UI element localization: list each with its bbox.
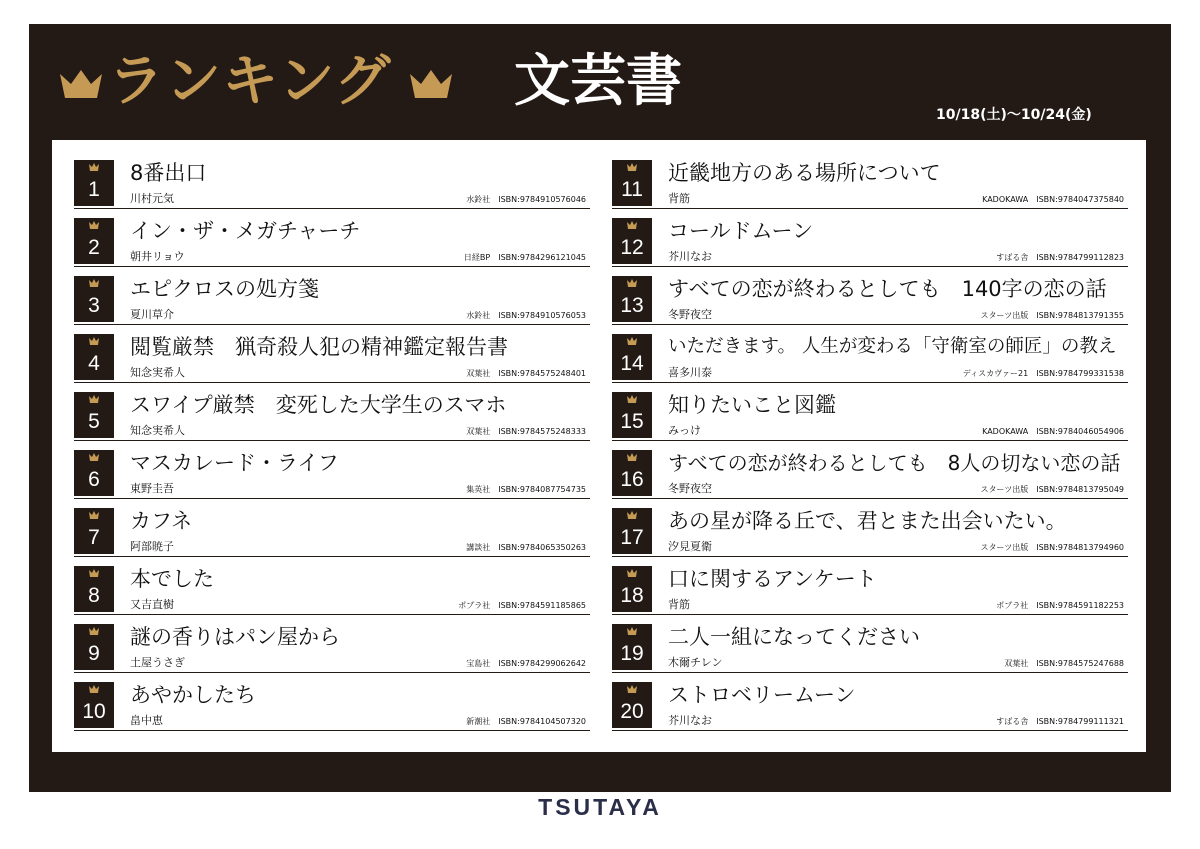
book-title: あやかしたち: [130, 683, 256, 707]
book-author: 背筋: [668, 192, 690, 205]
publisher-isbn: [973, 310, 1124, 321]
ranking-entry: [74, 216, 590, 274]
book-title: すべての恋が終わるとしても 140字の恋の話: [668, 277, 1107, 301]
entry-divider: [74, 324, 590, 325]
rank-number: 13: [620, 294, 644, 317]
publisher-isbn: [955, 368, 1124, 379]
rank-badge: [74, 334, 114, 380]
rank-number: 14: [620, 352, 644, 375]
crown-icon: [408, 68, 454, 102]
ranking-entry: [74, 622, 590, 680]
book-author: 木爾チレン: [668, 656, 723, 669]
crown-icon: [89, 685, 99, 693]
entry-divider: [74, 208, 590, 209]
rank-badge: [612, 276, 652, 322]
crown-icon: [89, 221, 99, 229]
book-isbn: ISBN:9784910576046: [498, 195, 586, 204]
rank-badge: [612, 624, 652, 670]
rank-number: 4: [88, 352, 100, 375]
book-title: あの星が降る丘で、君とまた出会いたい。: [668, 509, 1067, 533]
entry-divider: [74, 498, 590, 499]
book-publisher: 日経BP: [463, 253, 491, 262]
crown-icon: [89, 511, 99, 519]
entry-divider: [74, 730, 590, 731]
book-title: エピクロスの処方箋: [130, 277, 319, 301]
crown-icon: [89, 163, 99, 171]
book-publisher: スターツ出版: [980, 311, 1029, 320]
rank-badge: [74, 276, 114, 322]
book-isbn: ISBN:9784104507320: [498, 717, 586, 726]
rank-number: 16: [620, 468, 644, 491]
rank-badge: [612, 334, 652, 380]
rank-badge: [74, 508, 114, 554]
entry-divider: [612, 556, 1128, 557]
ranking-entry: [74, 680, 590, 738]
entry-divider: [612, 498, 1128, 499]
publisher-isbn: [973, 542, 1124, 553]
book-title: 二人一組になってください: [668, 625, 920, 649]
publisher-isbn: [458, 716, 586, 727]
book-author: 汐見夏衛: [668, 540, 712, 553]
rank-number: 19: [620, 642, 644, 665]
entry-divider: [612, 614, 1128, 615]
crown-icon: [58, 68, 104, 102]
book-publisher: 水鈴社: [466, 195, 491, 204]
publisher-isbn: [988, 252, 1124, 263]
book-author: 川村元気: [130, 192, 174, 205]
rank-badge: [74, 624, 114, 670]
rank-number: 8: [88, 584, 100, 607]
book-title: 謎の香りはパン屋から: [130, 625, 340, 649]
entry-divider: [612, 440, 1128, 441]
book-title: 口に関するアンケート: [668, 567, 877, 591]
rank-badge: [74, 218, 114, 264]
publisher-isbn: [458, 368, 586, 379]
book-isbn: ISBN:9784299062642: [498, 659, 586, 668]
entry-divider: [612, 208, 1128, 209]
book-author: 土屋うさぎ: [130, 656, 185, 669]
rank-badge: [612, 450, 652, 496]
crown-icon: [627, 163, 637, 171]
book-title: いただきます。 人生が変わる「守衛室の師匠」の教え: [668, 336, 1117, 357]
crown-icon: [627, 221, 637, 229]
publisher-isbn: [458, 542, 586, 553]
rank-badge: [612, 682, 652, 728]
ranking-entry: [612, 506, 1128, 564]
book-title: 閲覧厳禁 猟奇殺人犯の精神鑑定報告書: [130, 335, 508, 359]
crown-icon: [627, 337, 637, 345]
book-author: 知念実希人: [130, 366, 185, 379]
publisher-isbn: [996, 658, 1124, 669]
book-isbn: ISBN:9784813795049: [1036, 485, 1124, 494]
entry-divider: [612, 324, 1128, 325]
ranking-entry: [74, 390, 590, 448]
book-publisher: すばる舎: [996, 717, 1029, 726]
publisher-isbn: [458, 194, 586, 205]
publisher-isbn: [973, 484, 1124, 495]
book-title: イン・ザ・メガチャーチ: [130, 219, 361, 243]
rank-number: 6: [88, 468, 100, 491]
book-title: カフネ: [130, 509, 193, 533]
publisher-isbn: [988, 600, 1124, 611]
publisher-isbn: [458, 658, 586, 669]
book-isbn: ISBN:9784047375840: [1036, 195, 1124, 204]
rank-number: 20: [620, 700, 644, 723]
publisher-isbn: [450, 600, 586, 611]
book-isbn: ISBN:9784296121045: [498, 253, 586, 262]
rank-badge: [612, 160, 652, 206]
ranking-period: 10/18(土)～10/24(金): [936, 107, 1092, 123]
ranking-entry: [74, 506, 590, 564]
book-isbn: ISBN:9784910576053: [498, 311, 586, 320]
book-author: 朝井リョウ: [130, 250, 185, 263]
book-isbn: ISBN:9784575247688: [1036, 659, 1124, 668]
rank-number: 1: [88, 178, 100, 201]
crown-icon: [627, 627, 637, 635]
crown-icon: [627, 453, 637, 461]
crown-icon: [89, 395, 99, 403]
entry-divider: [612, 266, 1128, 267]
book-isbn: ISBN:9784799111321: [1036, 717, 1124, 726]
rank-number: 9: [88, 642, 100, 665]
rank-number: 17: [620, 526, 644, 549]
rank-badge: [74, 450, 114, 496]
rank-badge: [612, 218, 652, 264]
crown-icon: [627, 569, 637, 577]
book-author: 冬野夜空: [668, 482, 712, 495]
book-publisher: 双葉社: [466, 427, 491, 436]
rank-number: 5: [88, 410, 100, 433]
book-title: スワイプ厳禁 変死した大学生のスマホ: [130, 393, 507, 417]
rank-badge: [74, 566, 114, 612]
book-author: 冬野夜空: [668, 308, 712, 321]
book-publisher: ポプラ社: [996, 601, 1029, 610]
book-publisher: 講談社: [466, 543, 491, 552]
ranking-entry: [612, 390, 1128, 448]
category-title: 文芸書: [514, 49, 682, 114]
publisher-isbn: [988, 716, 1124, 727]
book-publisher: スターツ出版: [980, 543, 1029, 552]
book-publisher: ポプラ社: [458, 601, 491, 610]
book-publisher: 水鈴社: [466, 311, 491, 320]
publisher-isbn: [458, 426, 586, 437]
rank-badge: [612, 508, 652, 554]
ranking-entry: [74, 274, 590, 332]
entry-divider: [74, 556, 590, 557]
entry-divider: [612, 672, 1128, 673]
book-isbn: ISBN:9784046054906: [1036, 427, 1124, 436]
book-publisher: 新潮社: [466, 717, 491, 726]
book-publisher: 集英社: [466, 485, 491, 494]
book-publisher: KADOKAWA: [982, 195, 1029, 204]
ranking-entry: [612, 216, 1128, 274]
crown-icon: [89, 279, 99, 287]
book-author: みっけ: [668, 424, 701, 437]
book-isbn: ISBN:9784799331538: [1036, 369, 1124, 378]
entry-divider: [612, 730, 1128, 731]
crown-icon: [89, 337, 99, 345]
ranking-entry: [612, 332, 1128, 390]
ranking-entry: [612, 158, 1128, 216]
book-isbn: ISBN:9784087754735: [498, 485, 586, 494]
entry-divider: [74, 440, 590, 441]
book-isbn: ISBN:9784065350263: [498, 543, 586, 552]
rank-badge: [612, 392, 652, 438]
book-publisher: 宝島社: [466, 659, 491, 668]
book-isbn: ISBN:9784591182253: [1036, 601, 1124, 610]
ranking-entry: [612, 680, 1128, 738]
crown-icon: [627, 279, 637, 287]
book-publisher: KADOKAWA: [982, 427, 1029, 436]
ranking-entry: [612, 448, 1128, 506]
rank-number: 15: [620, 410, 644, 433]
crown-icon: [89, 453, 99, 461]
rank-badge: [74, 682, 114, 728]
entry-divider: [612, 382, 1128, 383]
entry-divider: [74, 266, 590, 267]
book-title: コールドムーン: [668, 219, 814, 243]
ranking-entry: [74, 332, 590, 390]
entry-divider: [74, 382, 590, 383]
book-isbn: ISBN:9784799112823: [1036, 253, 1124, 262]
book-author: 喜多川泰: [668, 366, 712, 379]
book-author: 芥川なお: [668, 250, 712, 263]
rank-number: 2: [88, 236, 100, 259]
book-publisher: ディスカヴァー21: [962, 369, 1029, 378]
crown-icon: [627, 685, 637, 693]
book-author: 畠中恵: [130, 714, 163, 727]
book-author: 東野圭吾: [130, 482, 174, 495]
ranking-title: ランキング: [108, 49, 392, 114]
rank-badge: [74, 160, 114, 206]
book-isbn: ISBN:9784575248333: [498, 427, 586, 436]
book-title: マスカレード・ライフ: [130, 451, 339, 475]
ranking-entry: [74, 158, 590, 216]
book-title: 知りたいこと図鑑: [668, 393, 836, 417]
book-author: 阿部暁子: [130, 540, 174, 553]
ranking-entry: [74, 448, 590, 506]
book-title: ストロベリームーン: [668, 683, 856, 707]
book-title: 本でした: [130, 567, 214, 591]
book-title: すべての恋が終わるとしても 8人の切ない恋の話: [668, 451, 1121, 475]
book-title: 8番出口: [130, 161, 207, 185]
book-author: 芥川なお: [668, 714, 712, 727]
entry-divider: [74, 672, 590, 673]
book-isbn: ISBN:9784813791355: [1036, 311, 1124, 320]
ranking-column-right: [612, 158, 1128, 738]
ranking-entry: [612, 622, 1128, 680]
rank-badge: [74, 392, 114, 438]
rank-badge: [612, 566, 652, 612]
crown-icon: [89, 569, 99, 577]
rank-number: 3: [88, 294, 100, 317]
rank-number: 12: [620, 236, 644, 259]
publisher-isbn: [974, 426, 1124, 437]
book-isbn: ISBN:9784813794960: [1036, 543, 1124, 552]
entry-divider: [74, 614, 590, 615]
book-publisher: すばる舎: [996, 253, 1029, 262]
book-author: 背筋: [668, 598, 690, 611]
publisher-isbn: [974, 194, 1124, 205]
publisher-isbn: [456, 252, 586, 263]
ranking-entry: [612, 274, 1128, 332]
rank-number: 18: [620, 584, 644, 607]
book-title: 近畿地方のある場所について: [668, 161, 941, 185]
ranking-entry: [612, 564, 1128, 622]
ranking-entry: [74, 564, 590, 622]
rank-number: 11: [621, 178, 643, 201]
book-publisher: 双葉社: [1004, 659, 1029, 668]
rank-number: 7: [88, 526, 100, 549]
crown-icon: [627, 395, 637, 403]
crown-icon: [89, 627, 99, 635]
book-publisher: スターツ出版: [980, 485, 1029, 494]
book-isbn: ISBN:9784575248401: [498, 369, 586, 378]
ranking-panel: [52, 140, 1146, 752]
book-publisher: 双葉社: [466, 369, 491, 378]
book-author: 又吉直樹: [130, 598, 174, 611]
store-logo: TSUTAYA: [538, 794, 662, 820]
book-isbn: ISBN:9784591185865: [498, 601, 586, 610]
book-author: 夏川草介: [130, 308, 174, 321]
crown-icon: [627, 511, 637, 519]
publisher-isbn: [458, 484, 586, 495]
book-author: 知念実希人: [130, 424, 185, 437]
ranking-column-left: [74, 158, 590, 738]
rank-number: 10: [82, 700, 106, 723]
publisher-isbn: [458, 310, 586, 321]
